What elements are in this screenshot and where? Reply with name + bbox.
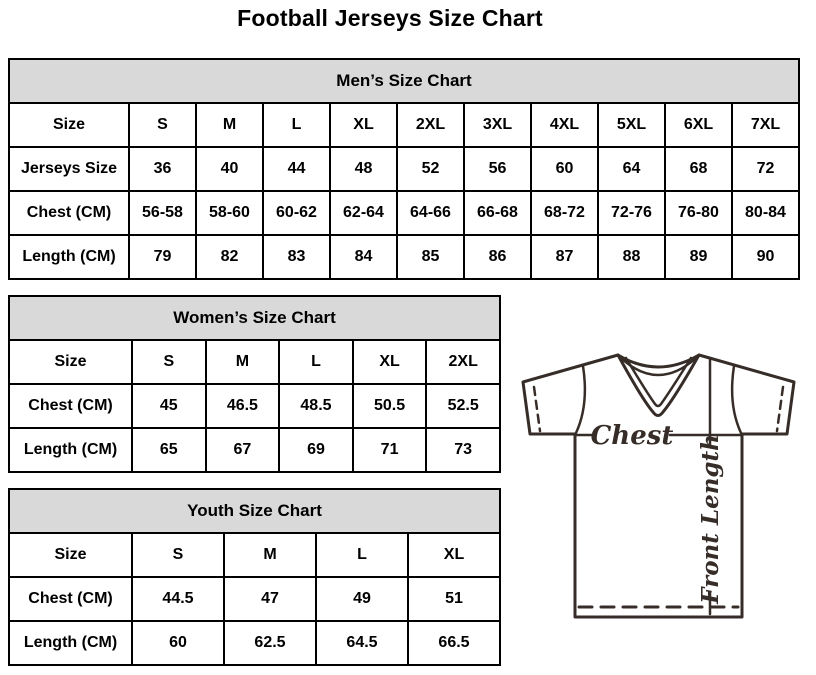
jersey-outline [523, 355, 794, 617]
value-cell: XL [353, 340, 427, 384]
value-cell: 50.5 [353, 384, 427, 428]
value-cell: S [132, 533, 224, 577]
table-row [9, 340, 500, 384]
value-cell: 45 [132, 384, 206, 428]
value-cell: 36 [129, 147, 196, 191]
chest-label: Chest [590, 421, 674, 451]
value-cell: 71 [353, 428, 427, 472]
mens-size-chart-table [8, 58, 800, 280]
row-label-cell: Length (CM) [9, 428, 132, 472]
jersey-diagram-svg [505, 335, 805, 635]
table-row [9, 147, 799, 191]
value-cell: M [224, 533, 316, 577]
value-cell: 7XL [732, 103, 799, 147]
value-cell: 4XL [531, 103, 598, 147]
value-cell: 52 [397, 147, 464, 191]
value-cell: 51 [408, 577, 500, 621]
womens-size-chart-table [8, 295, 501, 473]
value-cell: 65 [132, 428, 206, 472]
value-cell: 60 [531, 147, 598, 191]
value-cell: 40 [196, 147, 263, 191]
value-cell: 87 [531, 235, 598, 279]
value-cell: 88 [598, 235, 665, 279]
table-header-row [9, 489, 500, 533]
table-row [9, 384, 500, 428]
mens-chart-body [9, 103, 799, 279]
row-label-cell: Chest (CM) [9, 191, 129, 235]
value-cell: L [316, 533, 408, 577]
value-cell: XL [408, 533, 500, 577]
value-cell: 46.5 [206, 384, 280, 428]
value-cell: 86 [464, 235, 531, 279]
row-label-cell: Size [9, 533, 132, 577]
value-cell: 64-66 [397, 191, 464, 235]
table-row [9, 103, 799, 147]
value-cell: 79 [129, 235, 196, 279]
value-cell: 52.5 [426, 384, 500, 428]
table-row [9, 428, 500, 472]
value-cell: 73 [426, 428, 500, 472]
value-cell: 62-64 [330, 191, 397, 235]
value-cell: S [129, 103, 196, 147]
page-title: Football Jerseys Size Chart [237, 5, 543, 31]
table-row [9, 577, 500, 621]
value-cell: 49 [316, 577, 408, 621]
front-length-label: Front Length [697, 434, 724, 604]
value-cell: 58-60 [196, 191, 263, 235]
value-cell: 85 [397, 235, 464, 279]
value-cell: 64 [598, 147, 665, 191]
value-cell: XL [330, 103, 397, 147]
value-cell: 2XL [426, 340, 500, 384]
value-cell: 68 [665, 147, 732, 191]
mens-chart-header: Men’s Size Chart [9, 59, 799, 103]
value-cell: 60 [132, 621, 224, 665]
value-cell: 64.5 [316, 621, 408, 665]
value-cell: 48 [330, 147, 397, 191]
youth-chart-body [9, 533, 500, 665]
value-cell: 84 [330, 235, 397, 279]
value-cell: S [132, 340, 206, 384]
value-cell: 6XL [665, 103, 732, 147]
value-cell: 2XL [397, 103, 464, 147]
value-cell: L [263, 103, 330, 147]
value-cell: 67 [206, 428, 280, 472]
value-cell: 72 [732, 147, 799, 191]
value-cell: 69 [279, 428, 353, 472]
value-cell: 76-80 [665, 191, 732, 235]
value-cell: 3XL [464, 103, 531, 147]
value-cell: 44.5 [132, 577, 224, 621]
row-label-cell: Size [9, 340, 132, 384]
value-cell: 83 [263, 235, 330, 279]
value-cell: 5XL [598, 103, 665, 147]
womens-chart-header: Women’s Size Chart [9, 296, 500, 340]
row-label-cell: Chest (CM) [9, 577, 132, 621]
value-cell: 62.5 [224, 621, 316, 665]
value-cell: 47 [224, 577, 316, 621]
table-header-row [9, 296, 500, 340]
value-cell: 80-84 [732, 191, 799, 235]
value-cell: 44 [263, 147, 330, 191]
womens-chart-body [9, 340, 500, 472]
value-cell: 66-68 [464, 191, 531, 235]
value-cell: 48.5 [279, 384, 353, 428]
table-row [9, 533, 500, 577]
value-cell: 60-62 [263, 191, 330, 235]
youth-chart-header: Youth Size Chart [9, 489, 500, 533]
value-cell: 56 [464, 147, 531, 191]
table-row [9, 235, 799, 279]
value-cell: 90 [732, 235, 799, 279]
row-label-cell: Size [9, 103, 129, 147]
row-label-cell: Length (CM) [9, 621, 132, 665]
youth-size-chart-table [8, 488, 501, 666]
row-label-cell: Length (CM) [9, 235, 129, 279]
row-label-cell: Jerseys Size [9, 147, 129, 191]
value-cell: 56-58 [129, 191, 196, 235]
table-header-row [9, 59, 799, 103]
table-row [9, 191, 799, 235]
value-cell: 66.5 [408, 621, 500, 665]
value-cell: 89 [665, 235, 732, 279]
value-cell: M [206, 340, 280, 384]
value-cell: 72-76 [598, 191, 665, 235]
row-label-cell: Chest (CM) [9, 384, 132, 428]
jersey-measurement-diagram [505, 335, 805, 635]
value-cell: 82 [196, 235, 263, 279]
value-cell: 68-72 [531, 191, 598, 235]
value-cell: M [196, 103, 263, 147]
value-cell: L [279, 340, 353, 384]
table-row [9, 621, 500, 665]
